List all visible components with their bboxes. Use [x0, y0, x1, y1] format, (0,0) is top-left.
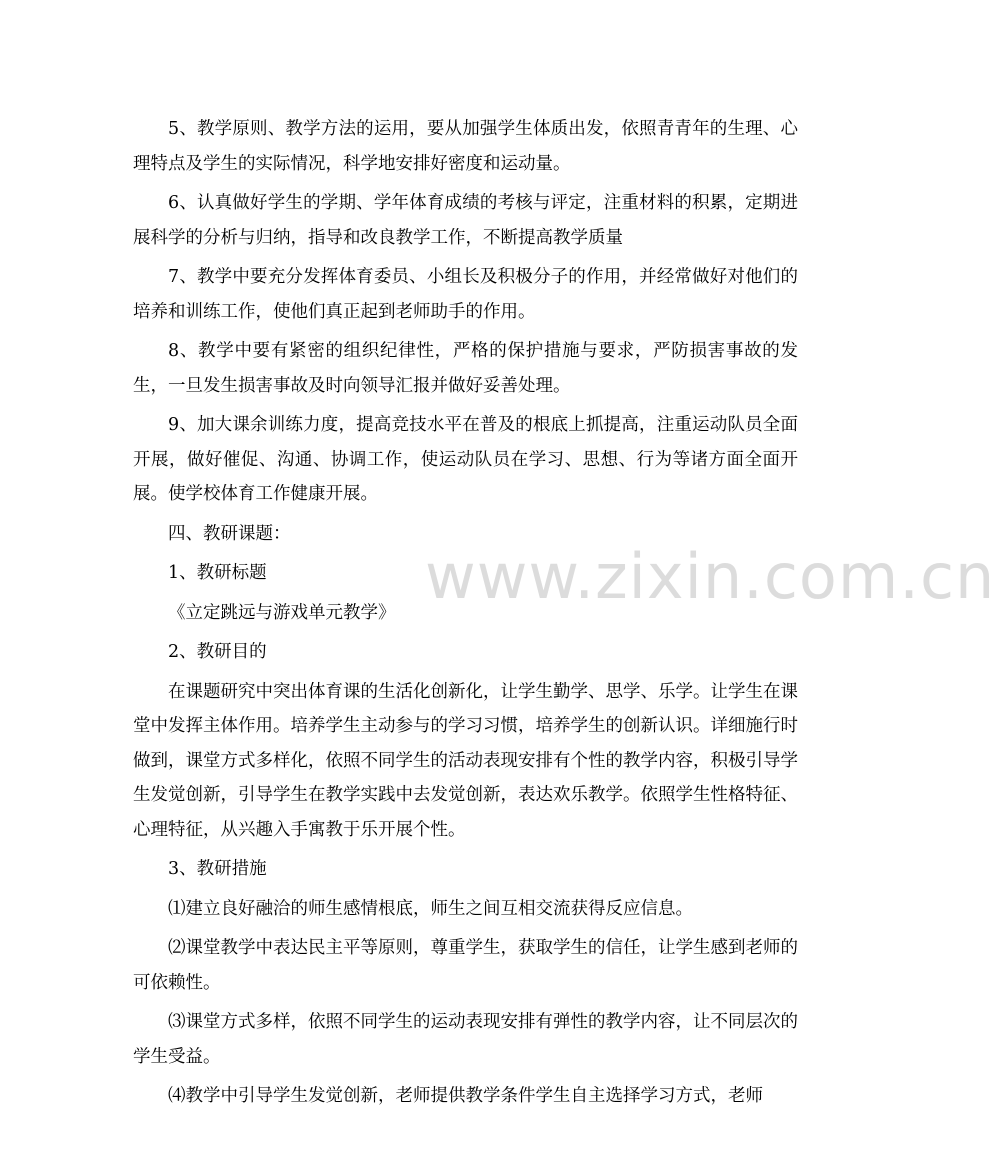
measure-item-1: ⑴建立良好融洽的师生感情根底，师生之间互相交流获得反应信息。: [168, 898, 693, 919]
section-heading-research-topic: 四、教研课题：: [168, 523, 291, 544]
subheading-research-measures: 3、教研措施: [168, 859, 267, 879]
measure-item-2: ⑵课堂教学中表达民主平等原则，尊重学生，获取学生的信任，让学生感到老师的可依赖性。: [133, 938, 798, 993]
measure-item-4: ⑷教学中引导学生发觉创新，老师提供教学条件学生自主选择学习方式，老师: [168, 1086, 763, 1106]
paragraph-item-6: 6、认真做好学生的学期、学年体育成绩的考核与评定，注重材料的积累，定期进展科学的分析与归纳，指导和改良教学工作，不断提高教学质量: [133, 193, 798, 248]
paragraph-item-7: 7、教学中要充分发挥体育委员、小组长及积极分子的作用，并经常做好对他们的培养和训练工作，使他们真正起到老师助手的作用。: [133, 267, 798, 322]
subheading-research-title: 1、教研标题: [168, 563, 267, 583]
watermark-text: www.zixin.com.cn: [425, 540, 995, 613]
subheading-research-purpose: 2、教研目的: [168, 642, 267, 662]
measure-item-3: ⑶课堂方式多样，依照不同学生的运动表现安排有弹性的教学内容，让不同层次的学生受益。: [133, 1012, 798, 1067]
research-purpose-text: 在课题研究中突出体育课的生活化创新化，让学生勤学、思学、乐学。让学生在课堂中发挥主体作用。培养学生主动参与的学习习惯，培养学生的创新认识。详细施行时做到，课堂方式多样化，依照不同学生的活动表现安排有个性的教学内容，积极引导学生发觉创新，引导学生在教学实践中去发觉创新，表达欢乐教学。依照学生性格特征、心理特征，从兴趣入手寓教于乐开展个性。: [133, 681, 798, 840]
paragraph-item-5: 5、教学原则、教学方法的运用，要从加强学生体质出发，依照青青年的生理、心理特点及学生的实际情况，科学地安排好密度和运动量。: [133, 119, 798, 174]
research-title-text: 《立定跳远与游戏单元教学》: [168, 602, 396, 623]
paragraph-item-9: 9、加大课余训练力度，提高竞技水平在普及的根底上抓提高，注重运动队员全面开展，做好催促、沟通、协调工作，使运动队员在学习、思想、行为等诸方面全面开展。使学校体育工作健康开展。: [133, 415, 798, 504]
paragraph-item-8: 8、教学中要有紧密的组织纪律性，严格的保护措施与要求，严防损害事故的发生，一旦发生损害事故及时向领导汇报并做好妥善处理。: [133, 341, 798, 396]
